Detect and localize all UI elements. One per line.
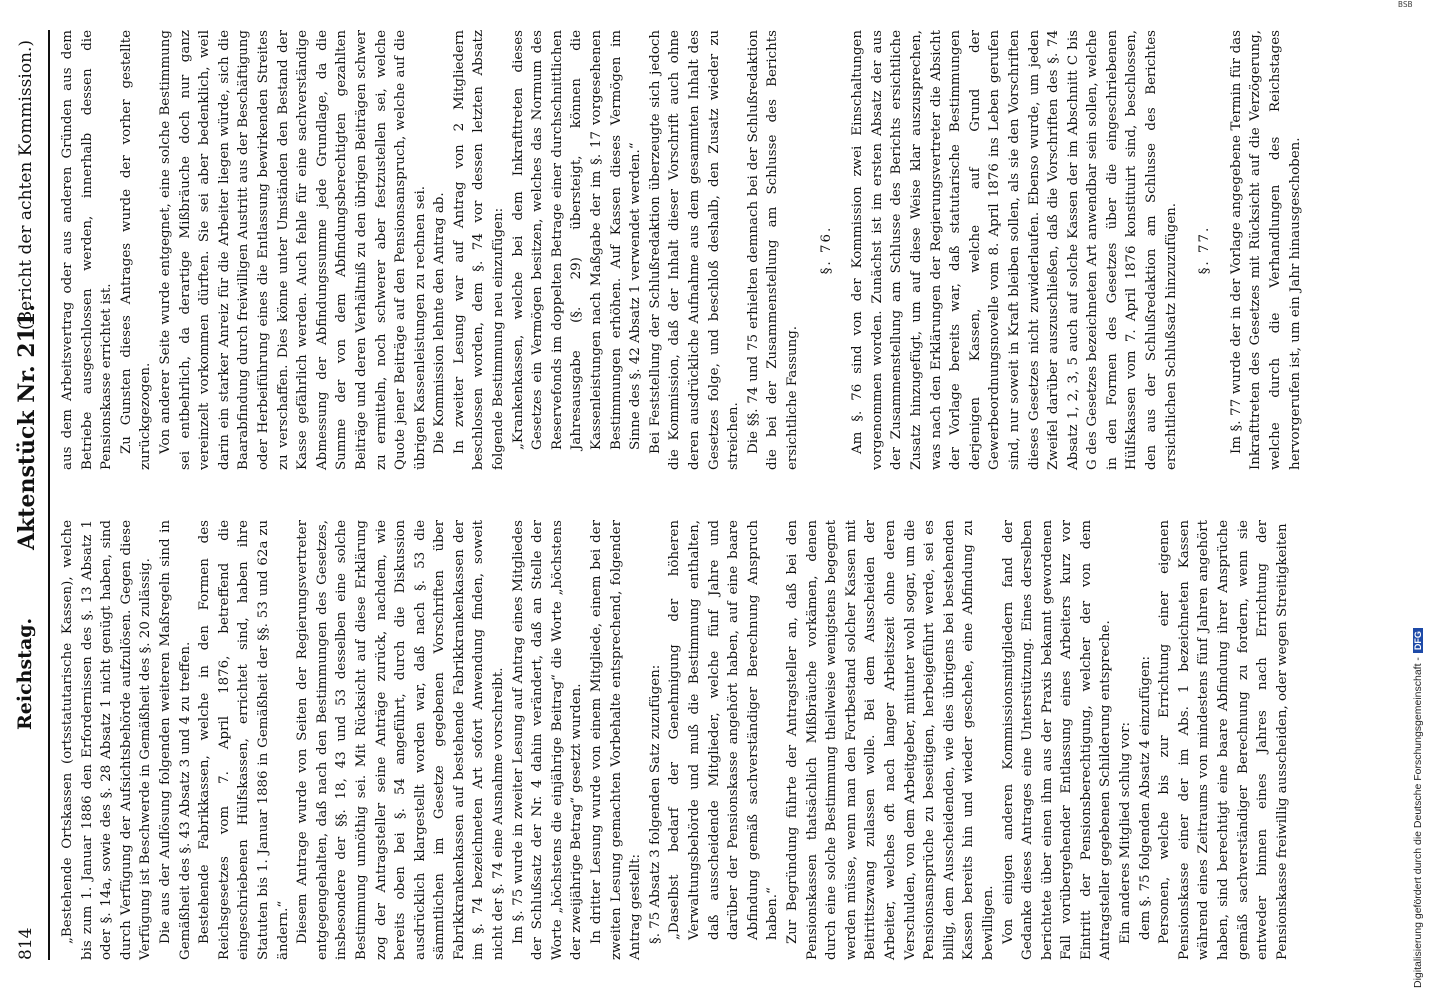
quoted-amendment: „Krankenkassen, welche bei dem Inkrafttreten dieses Gesetzes ein Vermögen besitzen, welches das Normum des Reservefonds im doppelten Betrage einer durchschnittlichen Jahresausgabe (§. 29) übersteigt, können die Kassenleistungen nach Maßgabe der im §. 17 vorgesehenen Bestimmungen erhöhen. Auf Kassen dieses Vermögen im Sinne des §. 42 Absatz 1 verwendet werden.“ — [510, 30, 644, 450]
digitization-text: Digitalisierung gefördert durch die Deutsche Forschungsgemeinschaft - — [1412, 657, 1424, 988]
corner-mark: BSB — [1398, 0, 1413, 9]
header-title-right: (Bericht der achten Kommission.) — [16, 39, 36, 330]
section-heading: §. 76. — [818, 225, 834, 275]
paragraph: Von anderer Seite wurde entgegnet, eine solche Bestimmung sei entbehrlich, da derartige Mißbräuche doch nur ganz vereinzelt vorkommen dürften. Sie sei aber bedenklich, weil darin ein starker Anreiz für die Arbeiter liegen würde, sich die Baarabfindung durch freiwilligen Austritt aus der Beschäftigung oder Herbeiführung eines die Entlassung bewirkenden Streites zu verschaffen. Dies könne unter Umständen den Bestand der Kasse gefährlich werden. Auch fehle für eine sachverständige Abmessung der Abfindungssumme jede Grundlage, da die Summe der von dem Abfindungsberechtigten gezahlten Beiträge und deren Verhältniß zu den übrigen Beiträgen schwer zu ermitteln, noch schwerer aber festzustellen sei, welche Quote jener Beiträge auf den Pensionsanspruch, welche auf die übrigen Kassenleistungen zu rechnen sei. — [157, 30, 428, 470]
paragraph: Am §. 76 sind von der Kommission zwei Einschaltungen vorgenommen worden. Zunächst ist im ersten Absatz der aus der Zusammenstellung am Schlusse des Berichts ersichtliche Zusatz hinzugefügt, um auf diese Weise klar auszusprechen, was nach den Erklärungen der Regierungsvertreter die Absicht der Vorlage bereits war, daß statutarische Bestimmungen derjenigen Kassen, welche auf Grund der Gewerbeordnungsnovelle vom 8. April 1876 ins Leben gerufen sind, nur soweit in Kraft bleiben sollen, als sie den Vorschriften dieses Gesetzes nicht zuwiderlaufen. Ebenso wurde, um jeden Zweifel darüber auszuschließen, daß die Vorschriften des §. 74 Absatz 1, 2, 3, 5 auch auf solche Kassen der im Abschnitt C bis G des Gesetzes bezeichneten Art anwendbar sein sollen, welche in den Formen des Gesetzes über die eingeschriebenen Hülfskassen vom 7. April 1876 konstituirt sind, beschlossen, den aus der Schlußredaktion am Schlusse des Berichtes ersichtlichen Schlußsatz hinzuzufügen. — [850, 30, 1179, 470]
left-column — [58, 520, 1292, 960]
paragraph: aus dem Arbeitsvertrag oder aus anderen Gründen aus dem Betriebe ausgeschlossen werden, innerhalb dessen die Pensionskasse errichtet ist. — [60, 30, 115, 470]
paragraph: §. 75 Absatz 3 folgenden Satz zuzufügen: — [647, 664, 663, 944]
paragraph: In dritter Lesung wurde von einem Mitgliede, einem bei der zweiten Lesung gemachten Vorbehalte entsprechend, folgender Antrag gestellt: — [589, 520, 644, 960]
paragraph: Die aus der Auflösung folgenden weiteren Maßregeln sind in Gemäßheit des §. 43 Absatz 3 und 4 zu treffen. — [157, 520, 193, 960]
right-column — [58, 30, 1305, 470]
page-header — [14, 30, 44, 960]
dfg-logo: DFG — [1413, 628, 1423, 653]
paragraph: Im §. 75 wurde in zweiter Lesung auf Antrag eines Mitgliedes der Schlußsatz der Nr. 4 dahin verändert, daß an Stelle der Worte „höchstens die einjährige Beitrag“ die Worte „höchstens der zweijährige Betrag“ gesetzt wurden. — [510, 520, 585, 960]
section-heading: §. 77. — [1197, 225, 1213, 275]
header-rule — [48, 30, 50, 960]
paragraph: Von einigen anderen Kommissionsmitgliedern fand der Gedanke dieses Antrages eine Unterstützung. Eines derselben berichtete über einen ihm aus der Praxis bekannt gewordenen Fall vorübergehender Entlassung eines Arbeiters kurz vor Eintritt der Pensionsberechtigung, welcher der von dem Antragsteller gegebenen Schilderung entspreche. — [1000, 520, 1114, 960]
header-title-left: Reichstag. — [14, 617, 36, 730]
quoted-amendment: „Daselbst bedarf der Genehmigung der höheren Verwaltungsbehörde und muß die Bestimmung enthalten, daß ausscheidende Mitglieder, welche fünf Jahre und darüber der Pensionskasse angehört haben, auf eine baare Abfindung gemäß sachverständiger Berechnung Anspruch haben.“ — [667, 520, 781, 940]
digitization-note — [1410, 8, 1430, 998]
paragraph: Personen, welche bis zur Errichtung einer eigenen Pensionskasse einer der im Abs. 1 bezeichneten Kassen während eines Zeitraums von mindestens fünf Jahren angehört haben, sind berechtigt eine baare Abfindung ihrer Ansprüche gemäß sachverständiger Berechnung zu fordern, wenn sie entweder binnen eines Jahres nach Errichtung der Pensionskasse freiwillig ausscheiden, oder wegen Streitigkeiten — [1157, 520, 1290, 960]
paragraph: Bestehende Fabrikkassen, welche in den Formen des Reichsgesetzes vom 7. April 1876, betreffend die eingeschriebenen Hülfskassen, errichtet sind, haben ihre Statuten bis 1. Januar 1886 in Gemäßheit der §§. 53 und 62a zu ändern.“ — [197, 520, 291, 960]
paragraph: Diesem Antrage wurde von Seiten der Regierungsvertreter entgegengehalten, daß nach den Bestimmungen des Gesetzes, insbesondere der §§. 18, 43 und 53 desselben eine solche Bestimmung unnöthig sei. Mit Rücksicht auf diese Erklärung zog der Antragsteller seine Anträge zurück, nachdem, wie bereits oben bei §. 54 angeführt, durch die Diskussion ausdrücklich klargestellt worden war, daß nach §. 53 die sämmtlichen im Gesetze gegebenen Vorschriften über Fabrikkrankenkassen auf bestehende Fabrikkrankenkassen der im §. 74 bezeichneten Art sofort Anwendung finden, soweit nicht der §. 74 eine Ausnahme vorschreibt. — [295, 520, 507, 960]
page-number: 814 — [16, 927, 36, 960]
paragraph: Bei Feststellung der Schlußredaktion überzeugte sich jedoch die Kommission, daß der Inhalt dieser Vorschrift auch ohne deren ausdrückliche Aufnahme aus dem gesammten Inhalt des Gesetzes folge, und beschloß deshalb, den Zusatz wieder zu streichen. — [647, 30, 742, 470]
paragraph: In zweiter Lesung war auf Antrag von 2 Mitgliedern beschlossen worden, dem §. 74 vor dessen letzten Absatz folgende Bestimmung neu einzufügen: — [451, 30, 507, 470]
paragraph: Die §§. 74 und 75 erhielten demnach bei der Schlußredaktion die bei der Zusammenstellung am Schlusse des Berichts ersichtliche Fassung. — [745, 30, 800, 470]
paragraph: Ein anderes Mitglied schlug vor: — [1118, 721, 1134, 944]
paragraph: Im §. 77 wurde der in der Vorlage angegebene Termin für das Inkrafttreten des Gesetzes mit Rücksicht auf die Verzögerung, welche durch die Verhandlungen des Reichstages hervorgerufen ist, um ein Jahr hinausgeschoben. — [1228, 30, 1303, 470]
paragraph: „Bestehende Ortskassen (ortsstatutarische Kassen), welche bis zum 1. Januar 1886 den Erfordernissen des §. 13 Absatz 1 oder §. 14a, sowie des §. 28 Absatz 1 nicht genügt haben, sind durch Verfügung der Aufsichtsbehörde aufzulösen. Gegen diese Verfügung ist Beschwerde in Gemäßheit des §. 20 zulässig. — [60, 520, 154, 960]
header-title-main: Aktenstück Nr. 211. — [14, 304, 40, 550]
paragraph: dem §. 75 folgenden Absatz 4 einzufügen: — [1137, 655, 1153, 940]
paragraph: Zur Begründung führte der Antragsteller an, daß bei den Pensionskassen thatsächlich Mißbräuche vorkämen, denen durch eine solche Bestimmung theilweise wenigstens begegnet werden müsse, wenn man den Fortbestand solcher Kassen mit Beitrittszwang zulassen wolle. Bei dem Ausscheiden der Arbeiter, welches oft nach langer Arbeitszeit ohne deren Verschulden, von dem Arbeitgeber, mitunter wohl sogar, um die Pensionsansprüche zu beseitigen, herbeigeführt werde, sei es billig, dem Ausscheidenden, wie dies übrigens bei bestehenden Kassen bereits hin und wieder geschehe, eine Abfindung zu bewilligen. — [784, 520, 996, 960]
paragraph: Zu Gunsten dieses Antrages wurde der vorher gestellte zurückgezogen. — [118, 30, 154, 470]
paragraph: Die Kommission lehnte den Antrag ab. — [432, 192, 448, 454]
